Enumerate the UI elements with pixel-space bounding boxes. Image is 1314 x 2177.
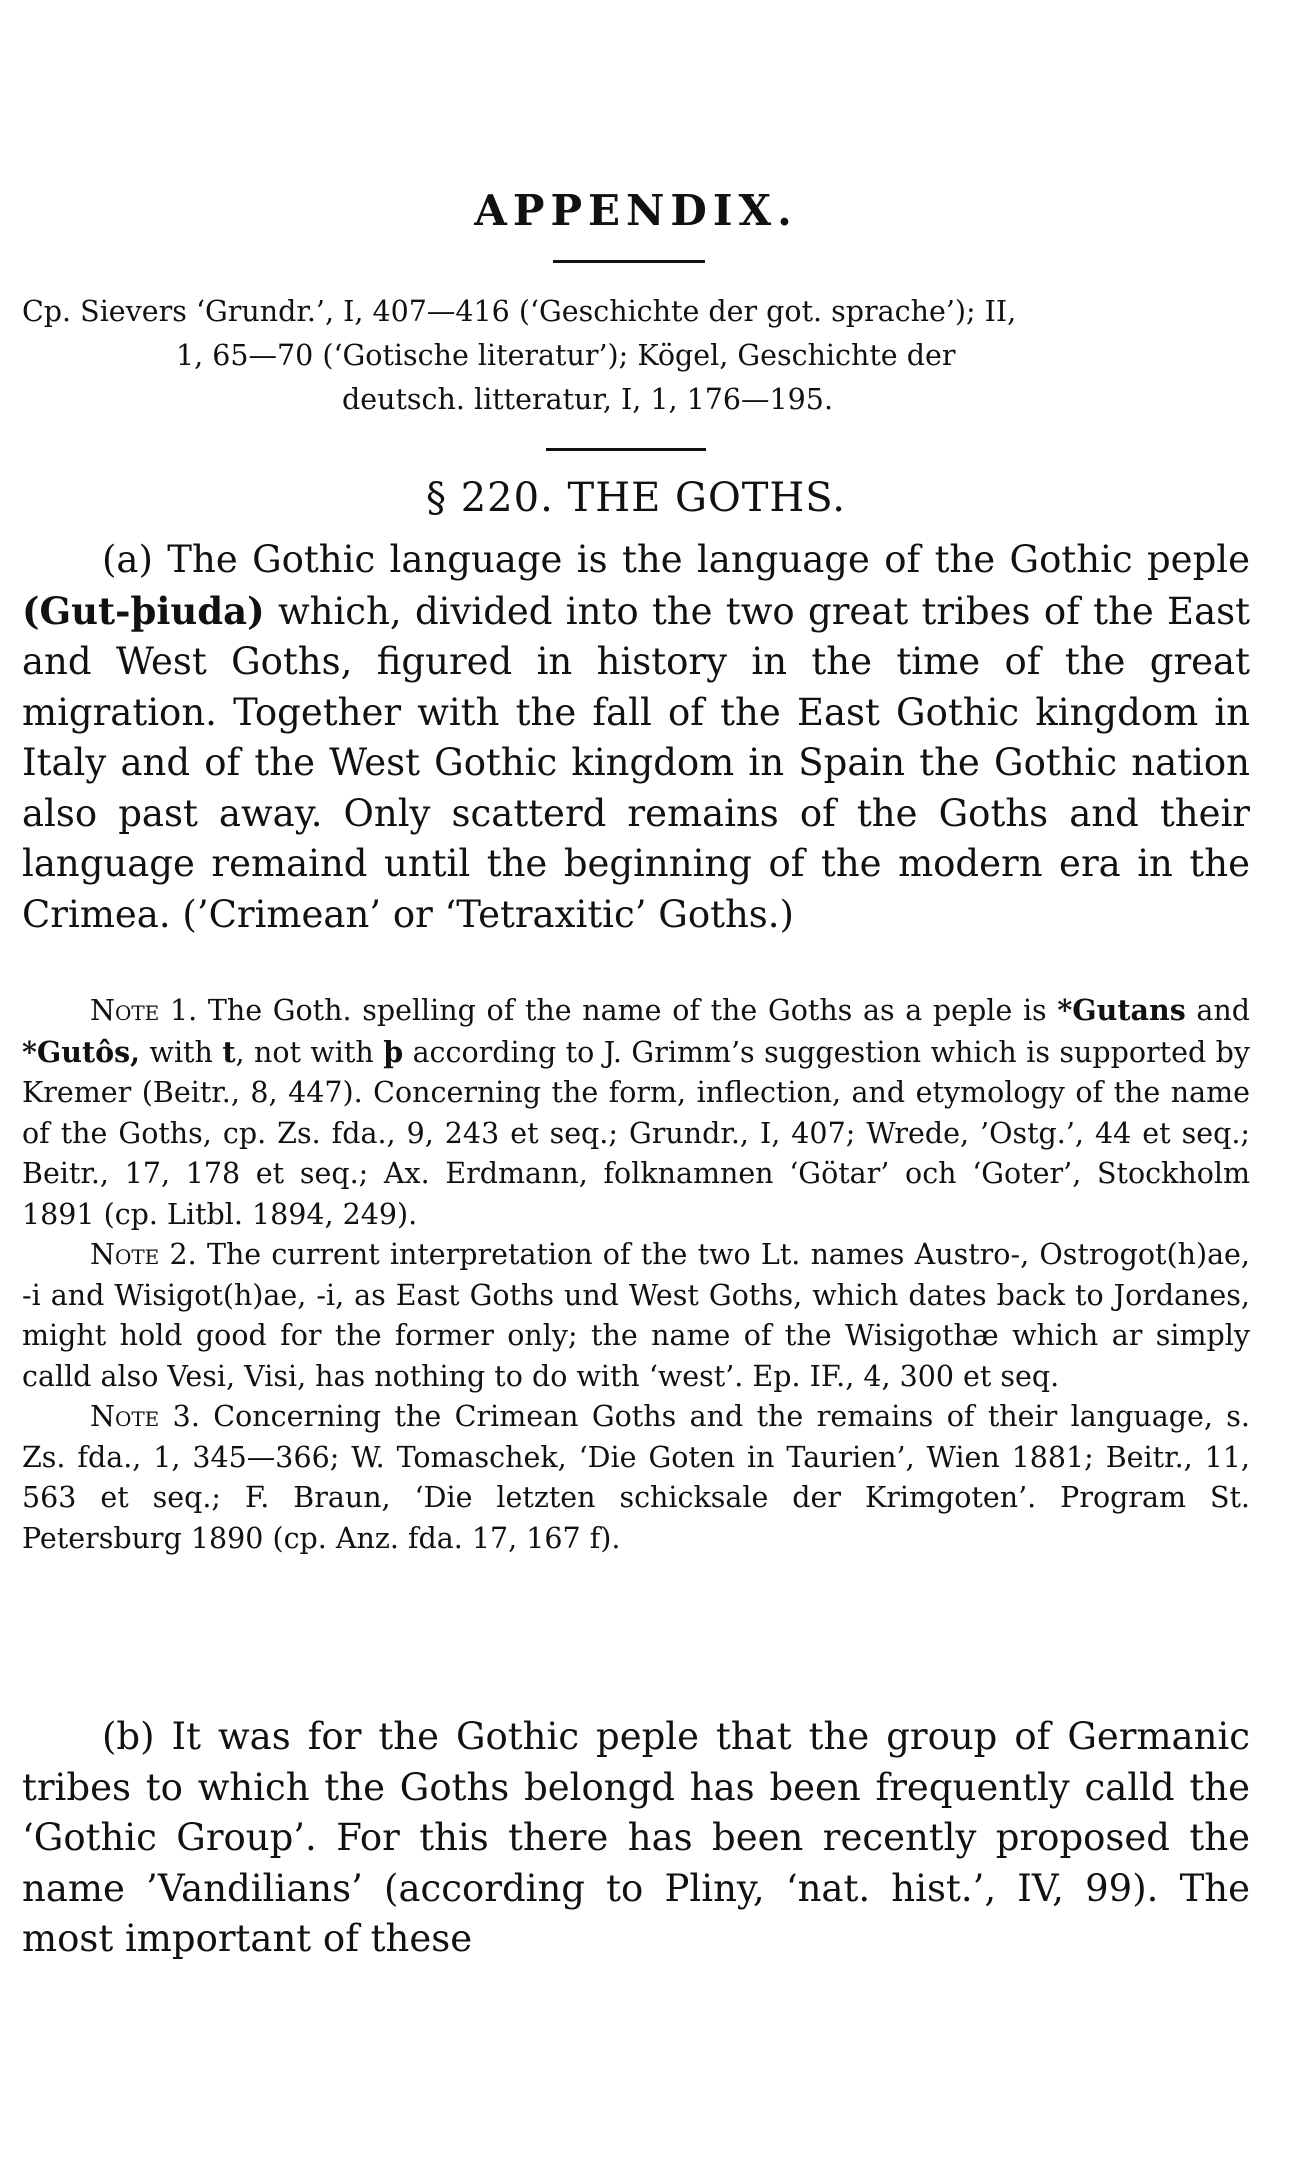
note-1-term-gutans: *Gutans [1057, 993, 1186, 1027]
note-2 [22, 1235, 1250, 1397]
note-2-label: Note 2. [90, 1238, 197, 1271]
note-3-label: Note 3. [90, 1400, 200, 1433]
note-1-text-b: and [1185, 994, 1251, 1027]
reference-line-2: 1, 65—70 (‘Gotische literatur’); Kögel, Geschichte der [176, 339, 956, 372]
note-1 [22, 990, 1250, 1235]
note-1-text-d: , not with [235, 1035, 384, 1069]
reference-line-3: deutsch. litteratur, I, 1, 176—195. [342, 383, 833, 416]
reference-line-1: Cp. Sievers ‘Grundr.’, I, 407—416 (‘Geschichte der got. sprache’); II, [22, 295, 1017, 328]
note-3-text: Concerning the Crimean Goths and the remains of their language, s. Zs. fda., 1, 345—366; W. Tomaschek, ‘Die Goten in Taurien’, Wien 1881; Beitr., 11, 563 et seq.; F. Braun, ‘Die letzten schicksale der Krimgoten’. Program St. Petersburg 1890 (cp. Anz. fda. 17, 167 f). [22, 1400, 1250, 1555]
note-1-text-a: The Goth. spelling of the name of the Goths as a peple is [197, 994, 1058, 1027]
note-1-letter-thorn: þ [383, 1034, 404, 1069]
note-1-text-e: according to J. Grimm’s suggestion which is supported by Kremer (Beitr., 8, 447). Concerning the form, inflection, and etymology of the name of the Goths, cp. Zs. fda., 9, 243 et seq.; Grundr., I, 407; Wrede, ’Ostg.’, 44 et seq.; Beitr., 17, 178 et seq.; Ax. Erdmann, folknamnen ‘Götar’ och ‘Goter’, Stockholm 1891 (cp. Litbl. 1894, 249). [22, 1035, 1251, 1231]
note-1-letter-t: t [222, 1034, 236, 1069]
reference-divider [546, 448, 706, 451]
note-1-text-c: with [140, 1035, 223, 1069]
gut-thiuda-term: (Gut-þiuda) [22, 588, 265, 633]
reference-citation [22, 290, 1250, 422]
paragraph-a-text-end: which, divided into the two great tribes of the East and West Goths, figured in history in the time of the great migration. Together with the fall of the East Gothic kingdom in Italy and of the West Gothic kingdom in Spain the Gothic nation also past away. Only scatterd remains of the Goths and their language remaind until the beginning of the modern era in the Crimea. (’Crimean’ or ‘Tetraxitic’ Goths.) [22, 589, 1250, 936]
page-title: APPENDIX. [474, 186, 798, 235]
note-1-term-gutos: *Gutôs, [22, 1034, 141, 1069]
title-divider [553, 260, 705, 263]
paragraph-b: (b) It was for the Gothic peple that the group of Germanic tribes to which the Goths belongd has been frequently calld the ‘Gothic Group’. For this there has been recently proposed the name ’Vandilians’ (according to Pliny, ‘nat. hist.’, IV, 99). The most important of these [22, 1715, 1250, 1960]
note-1-label: Note 1. [90, 994, 198, 1027]
section-heading: § 220. THE GOTHS. [426, 475, 846, 521]
notes-block [22, 990, 1250, 1559]
paragraph-a [22, 535, 1250, 940]
note-2-text: The current interpretation of the two Lt. names Austro-, Ostrogot(h)ae, -i and Wisigot(h)ae, -i, as East Goths und West Goths, which dates back to Jordanes, might hold good for the former only; the name of the Wisigothæ which ar simply calld also Vesi, Visi, has nothing to do with ‘west’. Ep. IF., 4, 300 et seq. [22, 1238, 1250, 1393]
note-3 [22, 1397, 1250, 1559]
paragraph-a-text-start: (a) The Gothic language is the language of the Gothic peple [102, 538, 1250, 581]
